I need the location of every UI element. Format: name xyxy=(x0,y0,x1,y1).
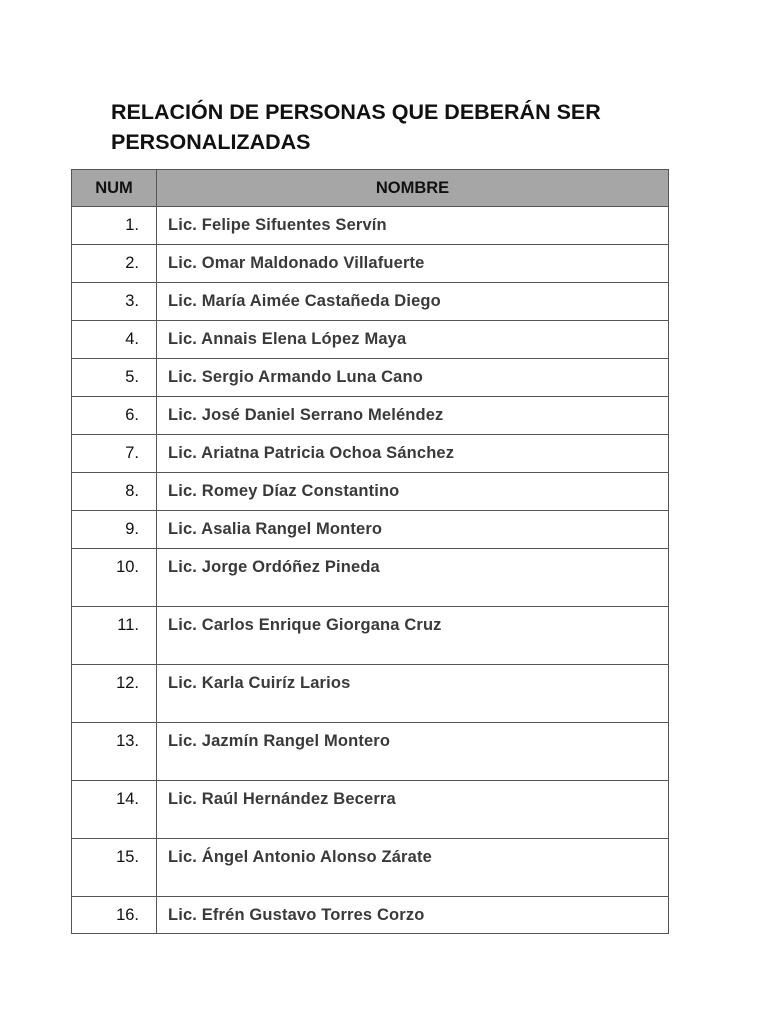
row-number: 9. xyxy=(72,511,157,549)
person-name: Lic. María Aimée Castañeda Diego xyxy=(157,283,669,321)
row-number: 6. xyxy=(72,397,157,435)
row-number: 14. xyxy=(72,781,157,839)
table-row xyxy=(72,207,669,245)
person-name: Lic. Romey Díaz Constantino xyxy=(157,473,669,511)
table-row xyxy=(72,839,669,897)
person-name: Lic. Karla Cuiríz Larios xyxy=(157,665,669,723)
person-name: Lic. Jorge Ordóñez Pineda xyxy=(157,549,669,607)
column-header-nombre: NOMBRE xyxy=(157,170,669,207)
person-name: Lic. Raúl Hernández Becerra xyxy=(157,781,669,839)
person-name: Lic. Efrén Gustavo Torres Corzo xyxy=(157,897,669,934)
person-name: Lic. Asalia Rangel Montero xyxy=(157,511,669,549)
row-number: 4. xyxy=(72,321,157,359)
table-row xyxy=(72,283,669,321)
table-header-row xyxy=(72,170,669,207)
row-number: 10. xyxy=(72,549,157,607)
row-number: 5. xyxy=(72,359,157,397)
row-number: 15. xyxy=(72,839,157,897)
row-number: 12. xyxy=(72,665,157,723)
table-row xyxy=(72,897,669,934)
person-name: Lic. Ángel Antonio Alonso Zárate xyxy=(157,839,669,897)
table-row xyxy=(72,781,669,839)
person-name: Lic. Sergio Armando Luna Cano xyxy=(157,359,669,397)
person-name: Lic. Ariatna Patricia Ochoa Sánchez xyxy=(157,435,669,473)
person-name: Lic. Carlos Enrique Giorgana Cruz xyxy=(157,607,669,665)
person-name: Lic. Felipe Sifuentes Servín xyxy=(157,207,669,245)
people-table xyxy=(71,169,669,934)
column-header-num: NUM xyxy=(72,170,157,207)
row-number: 1. xyxy=(72,207,157,245)
row-number: 11. xyxy=(72,607,157,665)
person-name: Lic. Annais Elena López Maya xyxy=(157,321,669,359)
row-number: 8. xyxy=(72,473,157,511)
row-number: 16. xyxy=(72,897,157,934)
row-number: 7. xyxy=(72,435,157,473)
row-number: 13. xyxy=(72,723,157,781)
table-row xyxy=(72,665,669,723)
table-row xyxy=(72,435,669,473)
person-name: Lic. Omar Maldonado Villafuerte xyxy=(157,245,669,283)
table-row xyxy=(72,245,669,283)
table-row xyxy=(72,473,669,511)
table-row xyxy=(72,723,669,781)
row-number: 2. xyxy=(72,245,157,283)
table-row xyxy=(72,359,669,397)
table-row xyxy=(72,321,669,359)
table-row xyxy=(72,397,669,435)
page-title: RELACIÓN DE PERSONAS QUE DEBERÁN SER PERSONALIZADAS xyxy=(111,100,601,154)
person-name: Lic. José Daniel Serrano Meléndez xyxy=(157,397,669,435)
table-row xyxy=(72,549,669,607)
person-name: Lic. Jazmín Rangel Montero xyxy=(157,723,669,781)
row-number: 3. xyxy=(72,283,157,321)
table-row xyxy=(72,511,669,549)
table-row xyxy=(72,607,669,665)
